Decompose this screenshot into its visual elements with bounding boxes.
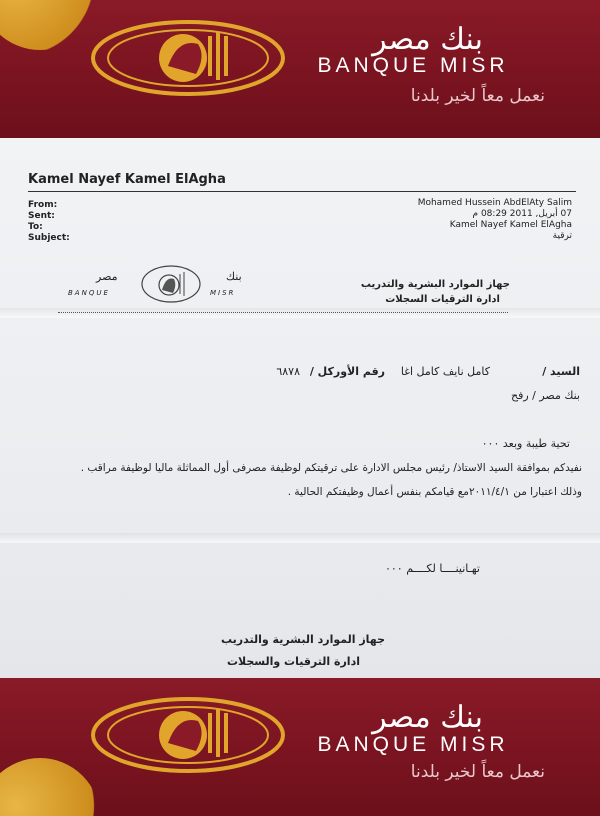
stamp-latin-right: MISR [210, 289, 236, 297]
sent-value: 07 أبريل, 2011 08:29 م [472, 209, 572, 219]
from-value: Mohamed Hussein AbdElAty Salim [417, 198, 572, 208]
brand-name-latin: BANQUE MISR [317, 733, 509, 756]
paper-fold [0, 533, 600, 543]
subject-value: ترقية [552, 231, 572, 241]
department-line-2: ادارة الترقيات السجلات [385, 294, 500, 305]
body-line-2: وذلك اعتبارا من ٢٠١١/٤/١مع قيامكم بنفس أعمال وظيفتكم الحالية . [287, 486, 582, 498]
branch-name: بنك مصر / رفح [510, 389, 580, 402]
stamp-arabic-right: بنك [226, 270, 242, 283]
to-label: To: [28, 222, 43, 232]
brand-name-arabic: بنك مصر [372, 700, 483, 735]
brand-name-arabic: بنك مصر [372, 22, 483, 57]
department-line-1: جهاز الموارد البشرية والتدريب [360, 279, 510, 290]
email-header-rule [28, 191, 576, 192]
greeting: تحية طيبة وبعد ٠٠٠ [481, 437, 570, 450]
recipient-label: السيد / [542, 365, 580, 378]
bank-slogan: نعمل معاً لخير بلدنا [410, 86, 545, 106]
signature-line-2: ادارة الترقيات والسجلات [226, 655, 360, 668]
subject-label: Subject: [28, 233, 70, 243]
brand-name-latin: BANQUE MISR [317, 54, 509, 77]
stamp-arabic-left: مصر [96, 270, 118, 283]
email-sender-name: Kamel Nayef Kamel ElAgha [28, 172, 226, 187]
stamp-latin-left: BANQUE [68, 289, 110, 297]
to-value: Kamel Nayef Kamel ElAgha [449, 220, 572, 230]
signature-line-1: جهاز الموارد البشرية والتدريب [221, 633, 385, 646]
file-number: ٦٨٧٨ [276, 365, 300, 378]
separator-dotted [58, 312, 508, 313]
stamp-emblem-icon [140, 264, 202, 304]
congratulations: تهـانينــــا لكــــم ٠٠٠ [384, 562, 480, 575]
recipient-name: كامل نايف كامل اغا [400, 365, 490, 378]
letter-paper [0, 138, 600, 678]
file-number-label: رقم الأوركل / [309, 365, 385, 378]
sent-label: Sent: [28, 211, 55, 221]
gold-swoosh [0, 758, 100, 816]
body-line-1: نفيدكم بموافقة السيد الاستاذ/ رئيس مجلس الادارة على ترقيتكم لوظيفة مصرفى أول المماثلة ماليا لوظيفة مراقب . [80, 462, 582, 474]
gold-swoosh [0, 0, 100, 50]
bank-slogan: نعمل معاً لخير بلدنا [410, 762, 545, 782]
from-label: From: [28, 200, 58, 210]
paper-fold [0, 308, 600, 318]
